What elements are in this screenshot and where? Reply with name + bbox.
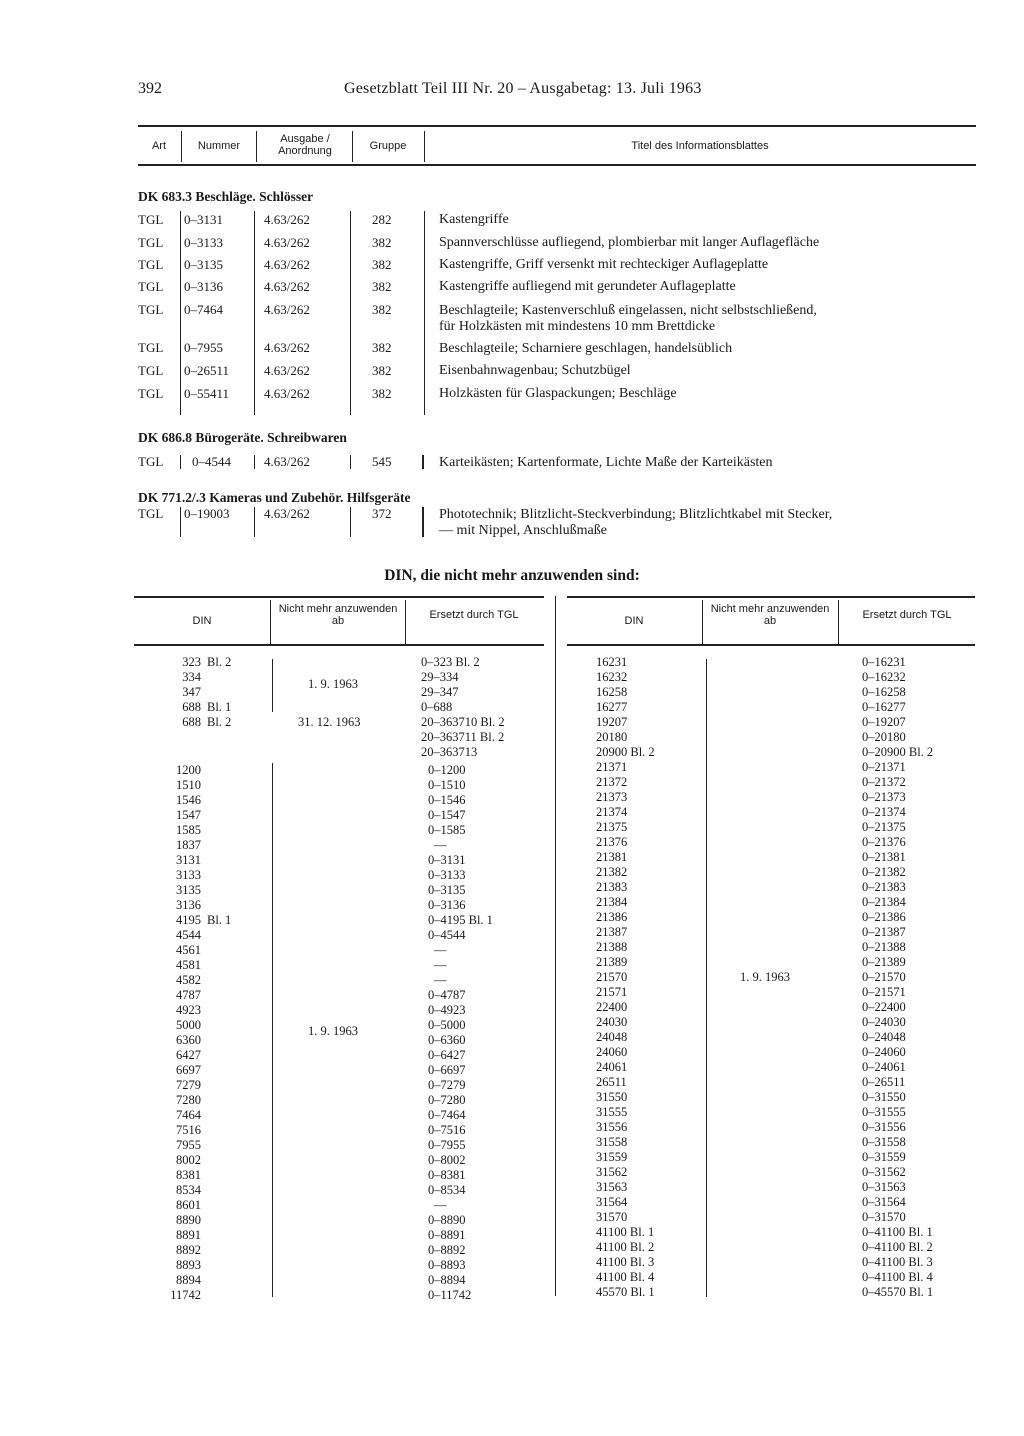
din-number: 41100 Bl. 1 [596,1225,655,1239]
row-divider [180,455,181,469]
row-gruppe: 382 [372,386,392,401]
brace-bracket [272,659,273,712]
din-replacement: 0–1510 [428,778,466,792]
din-number: 26511 [596,1075,627,1089]
col-ausgabe-header: Ausgabe / Anordnung [278,133,332,157]
din-replacement: 0–31564 [862,1195,906,1209]
din-number: 16231 [596,655,628,669]
din-replacement: 0–8002 [428,1153,466,1167]
row-titel: Eisenbahnwagenbau; Schutzbügel [439,363,631,378]
row-divider [424,211,425,415]
row-ausgabe: 4.63/262 [264,454,310,469]
din-replacement: 0–21571 [862,985,906,999]
din-replacement: 20–363711 Bl. 2 [421,730,505,744]
din-replacement: 0–20180 [862,730,906,744]
din-replacement: 29–347 [421,685,459,699]
din-replacement: 0–41100 Bl. 2 [862,1240,933,1254]
din-number: 31559 [596,1150,628,1164]
row-art: TGL [138,454,164,469]
din-section-heading: DIN, die nicht mehr anzuwenden sind: [384,567,640,584]
din-replacement: 0–21384 [862,895,906,909]
din-replacement: 0–31563 [862,1180,906,1194]
din-number: 1547 [176,808,201,822]
din-replacement: 0–20900 Bl. 2 [862,745,934,759]
din-replacement: 0–21383 [862,880,906,894]
din-number: 21570 [596,970,628,984]
row-ausgabe: 4.63/262 [264,257,310,272]
din-number: 5000 [176,1018,201,1032]
din-number: 24030 [596,1015,628,1029]
din-replacement: 0–3131 [428,853,466,867]
din-replacement: 0–21373 [862,790,906,804]
din-number: 21375 [596,820,628,834]
din-replacement: 0–4923 [428,1003,466,1017]
row-nummer: 0–3135 [184,257,223,272]
row-divider [350,211,351,415]
row-art: TGL [138,506,164,521]
din-number: 1837 [176,838,201,852]
din-number: 4787 [176,988,201,1002]
din-replacement: 0–3136 [428,898,466,912]
din-number: 21372 [596,775,628,789]
din-replacement: 0–21382 [862,865,906,879]
row-divider [350,455,351,469]
din-number: 6427 [176,1048,201,1062]
din-replacement: 0–45570 Bl. 1 [862,1285,934,1299]
row-gruppe: 382 [372,279,392,294]
din-number: 41100 Bl. 4 [596,1270,655,1284]
din-replacement: 0–16232 [862,670,906,684]
din-number: 21382 [596,865,628,879]
din-replacement: 0–16258 [862,685,906,699]
din-number: 4561 [176,943,201,957]
din-divider [270,600,271,644]
din-replacement: 0–24030 [862,1015,906,1029]
din-col-nicht: Nicht mehr anzuwenden ab [710,603,830,627]
din-replacement: 0–31556 [862,1120,906,1134]
din-number: 1585 [176,823,201,837]
row-art: TGL [138,235,164,250]
row-titel: Holzkästen für Glaspackungen; Beschläge [439,386,677,401]
row-titel: Karteikästen; Kartenformate, Lichte Maße der Karteikästen [439,455,773,470]
din-number: 41100 Bl. 3 [596,1255,655,1269]
din-number: 20180 [596,730,628,744]
din-number: 21571 [596,985,628,999]
din-number: 31556 [596,1120,628,1134]
din-number-suffix: Bl. 1 [207,913,232,927]
din-replacement: 0–21371 [862,760,906,774]
col-nummer-header: Nummer [197,140,241,152]
din-replacement: 0–4544 [428,928,466,942]
din-replacement: 0–6697 [428,1063,466,1077]
row-art: TGL [138,279,164,294]
din-date: 1. 9. 1963 [740,970,790,984]
row-gruppe: 382 [372,363,392,378]
din-number: 31562 [596,1165,628,1179]
din-replacement: 0–6427 [428,1048,466,1062]
din-number: 11742 [170,1288,201,1302]
din-number: 688 [182,715,201,729]
din-number: 4544 [176,928,201,942]
row-nummer: 0–55411 [184,386,230,401]
din-number: 31563 [596,1180,628,1194]
din-number: 6360 [176,1033,201,1047]
din-number: 1546 [176,793,201,807]
din-number: 1200 [176,763,201,777]
din-number: 3136 [176,898,201,912]
row-gruppe: 282 [372,212,392,227]
din-number: 3131 [176,853,201,867]
din-number: 16277 [596,700,628,714]
din-number: 8534 [176,1183,201,1197]
brace-bracket [272,763,273,1297]
din-number: 21381 [596,850,628,864]
row-gruppe: 372 [372,506,392,521]
din-number: 4582 [176,973,201,987]
din-replacement: — [434,943,447,957]
din-col-ersetzt: Ersetzt durch TGL [429,609,519,621]
din-replacement: 0–4195 Bl. 1 [428,913,493,927]
din-number-suffix: Bl. 2 [207,715,232,729]
header-top-rule [138,125,976,127]
row-nummer: 0–7955 [184,340,223,355]
header-divider [256,131,257,162]
row-divider [180,211,181,415]
row-nummer: 0–7464 [184,302,223,317]
din-number: 21376 [596,835,628,849]
din-replacement: 0–21388 [862,940,906,954]
din-replacement: 0–8890 [428,1213,466,1227]
din-replacement: — [434,958,447,972]
din-replacement: 0–8381 [428,1168,466,1182]
din-replacement: 0–41100 Bl. 3 [862,1255,933,1269]
din-number: 7516 [176,1123,201,1137]
row-art: TGL [138,363,164,378]
row-divider [180,507,181,537]
din-divider [405,600,406,644]
din-replacement: 0–24060 [862,1045,906,1059]
din-number: 8002 [176,1153,201,1167]
row-titel: Kastengriffe aufliegend mit gerundeter Auflageplatte [439,279,736,294]
row-ausgabe: 4.63/262 [264,302,310,317]
din-number: 8891 [176,1228,201,1242]
row-art: TGL [138,212,164,227]
din-replacement: 0–16277 [862,700,906,714]
din-replacement: 0–3135 [428,883,466,897]
row-art: TGL [138,257,164,272]
din-number: 7955 [176,1138,201,1152]
din-replacement: 0–16231 [862,655,906,669]
din-replacement: 0–31558 [862,1135,906,1149]
din-number: 6697 [176,1063,201,1077]
row-ausgabe: 4.63/262 [264,235,310,250]
din-replacement: 0–21381 [862,850,906,864]
din-col-ersetzt: Ersetzt durch TGL [862,609,952,621]
din-number: 21388 [596,940,628,954]
din-number: 8893 [176,1258,201,1272]
din-replacement: 0–21386 [862,910,906,924]
row-ausgabe: 4.63/262 [264,212,310,227]
din-replacement: 0–8891 [428,1228,466,1242]
row-ausgabe: 4.63/262 [264,363,310,378]
din-number: 3133 [176,868,201,882]
din-number: 31550 [596,1090,628,1104]
din-number: 4581 [176,958,201,972]
row-ausgabe: 4.63/262 [264,279,310,294]
din-replacement: 20–363710 Bl. 2 [421,715,505,729]
row-gruppe: 545 [372,454,392,469]
row-art: TGL [138,302,164,317]
din-replacement: — [434,973,447,987]
row-titel-continued: — mit Nippel, Anschlußmaße [439,523,607,538]
din-number-suffix: Bl. 1 [207,700,232,714]
row-divider [422,507,424,537]
row-gruppe: 382 [372,235,392,250]
din-number: 334 [182,670,201,684]
din-number: 41100 Bl. 2 [596,1240,655,1254]
din-replacement: 0–31555 [862,1105,906,1119]
din-replacement: 0–11742 [428,1288,472,1302]
din-number: 24048 [596,1030,628,1044]
din-replacement: 20–363713 [421,745,478,759]
din-left-top-rule [134,596,544,598]
din-replacement: 0–7279 [428,1078,466,1092]
din-number: 1510 [176,778,201,792]
din-number: 21384 [596,895,628,909]
din-number: 21387 [596,925,628,939]
row-divider [422,455,424,469]
din-number: 31564 [596,1195,628,1209]
row-titel: Beschlagteile; Scharniere geschlagen, handelsüblich [439,341,733,356]
din-number: 21374 [596,805,628,819]
din-number: 7279 [176,1078,201,1092]
din-number: 323 [182,655,201,669]
din-replacement: 0–41100 Bl. 1 [862,1225,933,1239]
row-nummer: 0–19003 [184,506,230,521]
row-titel: Kastengriffe, Griff versenkt mit rechteckiger Auflageplatte [439,257,769,272]
din-replacement: 0–8534 [428,1183,466,1197]
din-number: 16232 [596,670,628,684]
din-replacement: — [434,1198,447,1212]
din-replacement: 0–1547 [428,808,466,822]
din-number: 8601 [176,1198,201,1212]
din-number: 8381 [176,1168,201,1182]
din-replacement: 0–31562 [862,1165,906,1179]
din-divider [838,600,839,644]
din-replacement: 0–21375 [862,820,906,834]
din-number: 4195 [176,913,201,927]
row-titel: Beschlagteile; Kastenverschluß eingelassen, nicht selbstschließend, [439,303,817,318]
section-heading: DK 683.3 Beschläge. Schlösser [138,189,314,204]
row-art: TGL [138,340,164,355]
din-replacement: 0–21389 [862,955,906,969]
din-col-nicht: Nicht mehr anzuwenden ab [278,603,398,627]
din-replacement: 0–21387 [862,925,906,939]
din-number: 22400 [596,1000,628,1014]
din-number: 31555 [596,1105,628,1119]
din-replacement: 0–24048 [862,1030,906,1044]
din-replacement: 0–8892 [428,1243,466,1257]
row-divider [254,211,255,415]
din-number: 20900 Bl. 2 [596,745,655,759]
row-nummer: 0–3136 [184,279,223,294]
row-art: TGL [138,386,164,401]
din-number-suffix: Bl. 2 [207,655,232,669]
din-number: 21386 [596,910,628,924]
din-number: 45570 Bl. 1 [596,1285,655,1299]
din-date: 1. 9. 1963 [308,677,358,691]
din-number: 8892 [176,1243,201,1257]
din-replacement: 0–1546 [428,793,466,807]
page-header-title: Gesetzblatt Teil III Nr. 20 – Ausgabetag: 13. Juli 1963 [344,80,702,97]
din-replacement: — [434,838,447,852]
row-divider [350,507,351,537]
din-replacement: 0–7516 [428,1123,466,1137]
row-ausgabe: 4.63/262 [264,386,310,401]
din-date: 31. 12. 1963 [298,715,361,729]
section-heading: DK 771.2/.3 Kameras und Zubehör. Hilfsgeräte [138,490,411,505]
din-number: 21373 [596,790,628,804]
din-number: 347 [182,685,201,699]
row-divider [254,455,255,469]
din-replacement: 0–4787 [428,988,466,1002]
din-replacement: 29–334 [421,670,459,684]
din-number: 7464 [176,1108,201,1122]
din-replacement: 0–21376 [862,835,906,849]
page-number: 392 [138,80,162,97]
din-number: 21383 [596,880,628,894]
din-right-bottom-rule [567,644,975,646]
row-nummer: 0–4544 [192,454,231,469]
din-replacement: 0–31559 [862,1150,906,1164]
din-col-din: DIN [624,615,644,627]
din-divider [702,600,703,644]
din-number: 688 [182,700,201,714]
din-replacement: 0–1200 [428,763,466,777]
din-replacement: 0–41100 Bl. 4 [862,1270,933,1284]
din-number: 19207 [596,715,628,729]
din-replacement: 0–31570 [862,1210,906,1224]
row-gruppe: 382 [372,257,392,272]
din-replacement: 0–7955 [428,1138,466,1152]
din-number: 31558 [596,1135,628,1149]
din-replacement: 0–21372 [862,775,906,789]
row-nummer: 0–3131 [184,212,223,227]
din-number: 21371 [596,760,628,774]
row-ausgabe: 4.63/262 [264,340,310,355]
din-replacement: 0–5000 [428,1018,466,1032]
din-number: 24061 [596,1060,628,1074]
din-replacement: 0–31550 [862,1090,906,1104]
din-number: 3135 [176,883,201,897]
din-replacement: 0–8894 [428,1273,466,1287]
din-number: 8890 [176,1213,201,1227]
row-nummer: 0–3133 [184,235,223,250]
row-divider [254,507,255,537]
din-replacement: 0–22400 [862,1000,906,1014]
din-center-divider [555,596,556,1296]
section-heading: DK 686.8 Bürogeräte. Schreibwaren [138,430,347,445]
row-titel: Phototechnik; Blitzlicht-Steckverbindung; Blitzlichtkabel mit Stecker, [439,507,833,522]
row-titel: Spannverschlüsse aufliegend, plombierbar mit langer Auflagefläche [439,235,820,250]
din-left-bottom-rule [134,644,544,646]
din-replacement: 0–24061 [862,1060,906,1074]
din-replacement: 0–21570 [862,970,906,984]
row-titel-continued: für Holzkästen mit mindestens 10 mm Brettdicke [439,319,716,334]
din-replacement: 0–688 [421,700,453,714]
din-number: 16258 [596,685,628,699]
din-replacement: 0–7280 [428,1093,466,1107]
brace-bracket [706,659,707,1297]
din-number: 24060 [596,1045,628,1059]
row-gruppe: 382 [372,340,392,355]
din-replacement: 0–8893 [428,1258,466,1272]
din-replacement: 0–19207 [862,715,906,729]
din-replacement: 0–1585 [428,823,466,837]
col-gruppe-header: Gruppe [369,140,407,152]
din-right-top-rule [567,596,975,598]
din-date: 1. 9. 1963 [308,1024,358,1038]
din-replacement: 0–26511 [862,1075,906,1089]
header-bottom-rule [138,164,976,166]
row-ausgabe: 4.63/262 [264,506,310,521]
din-replacement: 0–6360 [428,1033,466,1047]
row-titel: Kastengriffe [439,212,509,227]
din-number: 31570 [596,1210,628,1224]
din-replacement: 0–3133 [428,868,466,882]
row-gruppe: 382 [372,302,392,317]
din-number: 7280 [176,1093,201,1107]
din-number: 8894 [176,1273,201,1287]
din-number: 21389 [596,955,628,969]
col-art-header: Art [151,140,167,152]
din-col-din: DIN [192,615,212,627]
din-number: 4923 [176,1003,201,1017]
col-titel-header: Titel des Informationsblattes [631,140,769,152]
row-nummer: 0–26511 [184,363,230,378]
din-replacement: 0–7464 [428,1108,466,1122]
din-replacement: 0–323 Bl. 2 [421,655,480,669]
din-replacement: 0–21374 [862,805,906,819]
